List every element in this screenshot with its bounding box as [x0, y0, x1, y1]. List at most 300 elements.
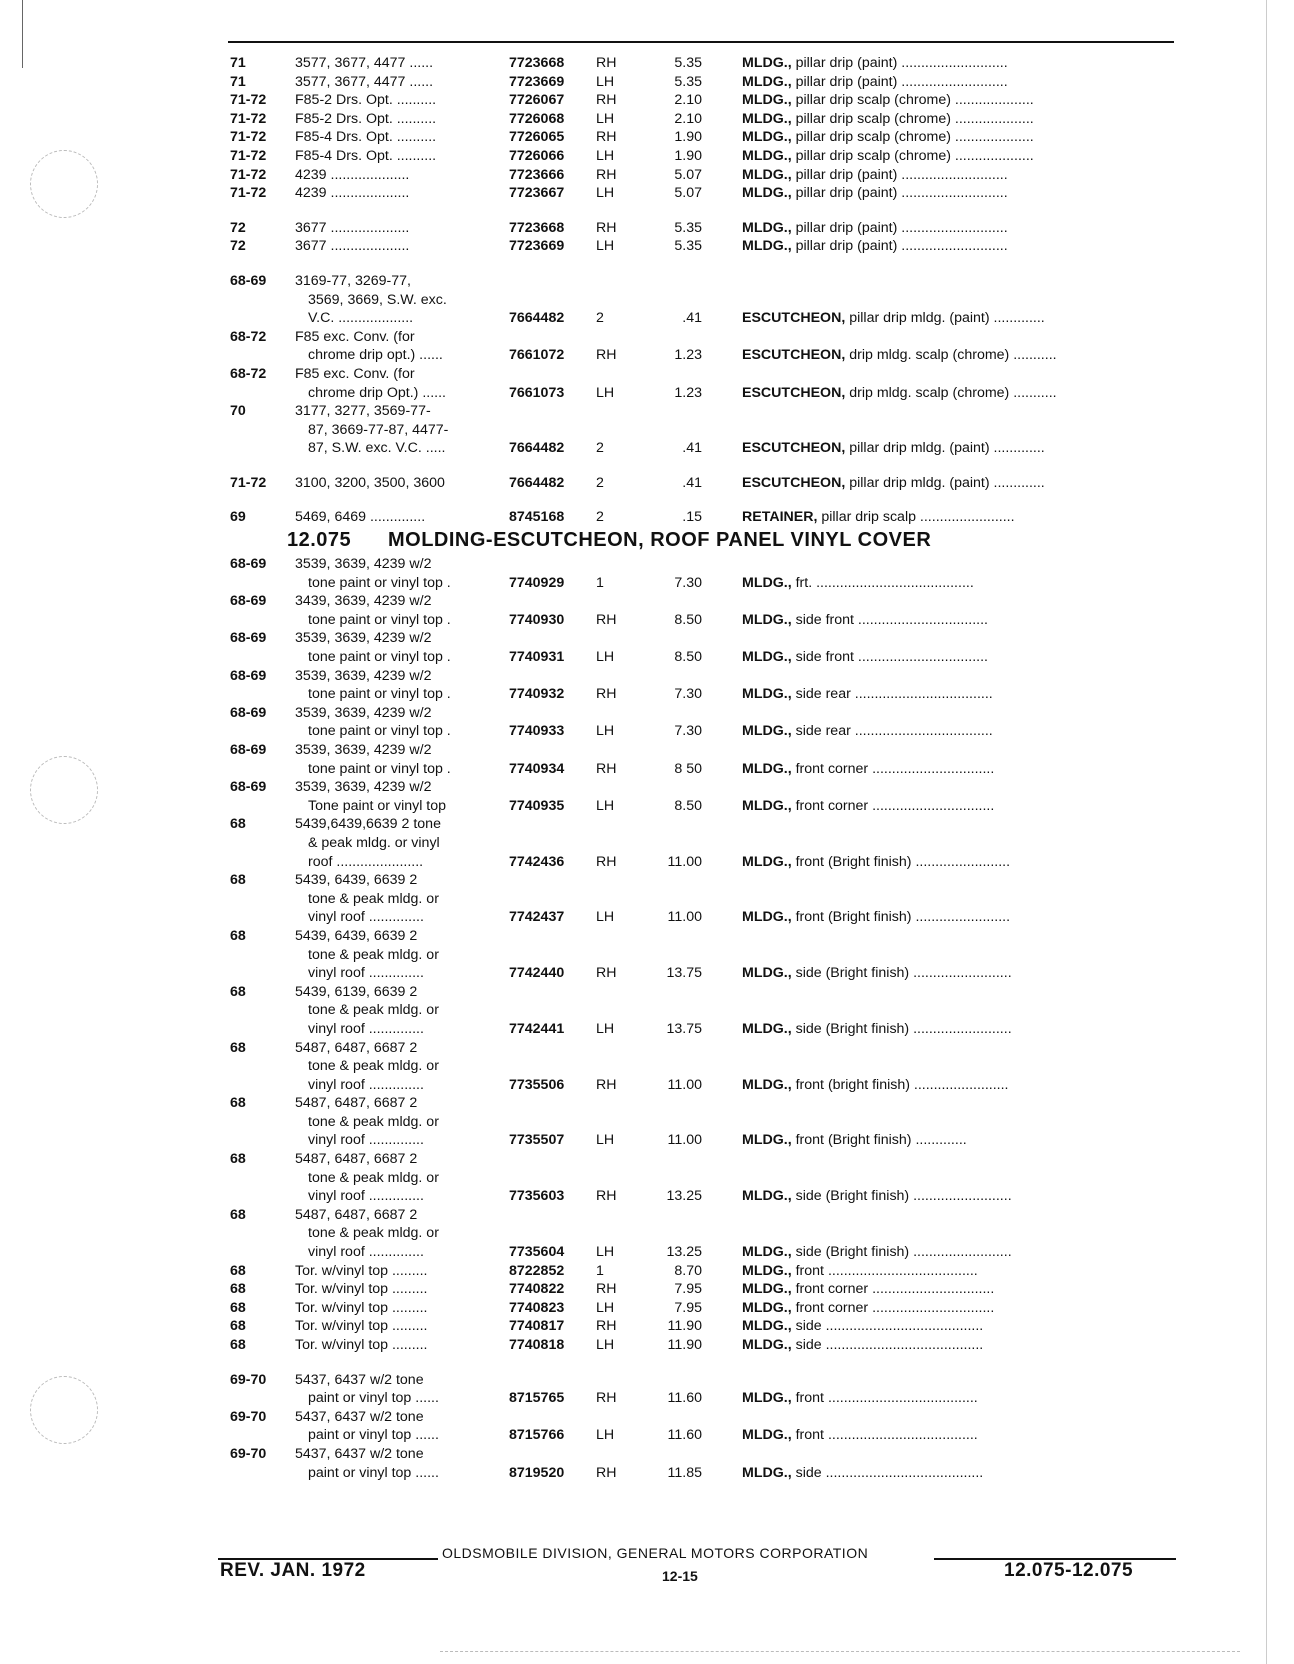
model-year: 71-72 [230, 129, 267, 146]
part-number: 8745168 [509, 509, 565, 526]
part-row [0, 1187, 1294, 1206]
model-year: 72 [230, 238, 246, 255]
model-year: 68 [230, 1151, 246, 1168]
model-application: 3100, 3200, 3500, 3600 [295, 474, 445, 491]
part-row [0, 853, 1294, 872]
part-row [0, 1076, 1294, 1095]
part-name: MLDG., [742, 686, 792, 703]
top-rule [228, 41, 1174, 43]
model-application: vinyl roof .............. [308, 1188, 424, 1205]
model-application: V.C. ................... [308, 310, 414, 327]
price: 5.35 [674, 73, 702, 90]
price: 13.25 [666, 1244, 702, 1261]
part-detail: pillar drip (paint) ........................... [795, 73, 1008, 90]
model-year: 68 [230, 1299, 246, 1316]
part-name: MLDG., [742, 1262, 792, 1279]
part-number: 7742436 [509, 853, 565, 870]
part-number: 7742441 [509, 1020, 565, 1037]
part-detail: pillar drip (paint) ........................... [795, 55, 1008, 71]
part-name: MLDG., [742, 1132, 792, 1149]
model-application: vinyl roof .............. [308, 909, 424, 926]
part-detail: drip mldg. scalp (chrome) ........... [849, 347, 1057, 364]
model-application: & peak mldg. or vinyl [308, 834, 440, 851]
part-description [742, 574, 974, 593]
part-description [742, 147, 1034, 166]
section-title: MOLDING-ESCUTCHEON, ROOF PANEL VINYL COVER [388, 529, 932, 552]
price: 7.30 [674, 686, 702, 703]
part-number: 8722852 [509, 1262, 565, 1279]
model-year: 69 [230, 509, 246, 526]
part-description [742, 439, 1045, 458]
model-year: 71-72 [230, 110, 267, 127]
quantity: RH [596, 55, 617, 71]
part-number: 8715766 [509, 1427, 565, 1444]
quantity: RH [596, 686, 617, 703]
model-application: Tor. w/vinyl top ......... [295, 1281, 428, 1298]
part-name: MLDG., [742, 965, 792, 982]
part-row [0, 815, 1294, 834]
model-application: Tor. w/vinyl top ......... [295, 1337, 428, 1353]
part-row [0, 219, 1294, 238]
model-year: 69-70 [230, 1445, 267, 1462]
model-application: F85-2 Drs. Opt. .......... [295, 110, 437, 127]
price: 7.95 [674, 1281, 702, 1298]
part-name: MLDG., [742, 238, 792, 255]
part-row [0, 834, 1294, 853]
part-number: 7723669 [509, 73, 565, 90]
quantity: LH [596, 909, 615, 926]
model-application: 5439, 6439, 6639 2 [295, 927, 418, 944]
model-application: tone & peak mldg. or [308, 1225, 439, 1242]
model-application: paint or vinyl top ...... [308, 1464, 439, 1481]
quantity: RH [596, 853, 617, 870]
part-row [0, 1336, 1294, 1355]
part-row [0, 1389, 1294, 1408]
model-application: 87, 3669-77-87, 4477- [308, 421, 449, 438]
part-number: 7723667 [509, 185, 565, 202]
part-row [0, 592, 1294, 611]
quantity: LH [596, 1132, 615, 1149]
part-description [742, 128, 1034, 147]
model-application: 3677 .................... [295, 219, 410, 236]
part-name: MLDG., [742, 1464, 792, 1481]
part-number: 7723666 [509, 166, 565, 183]
part-description [742, 1389, 978, 1408]
model-application: tone & peak mldg. or [308, 1002, 439, 1019]
part-detail: front ...................................... [795, 1390, 978, 1407]
part-description [742, 384, 1057, 403]
model-application: tone paint or vinyl top . [308, 686, 451, 703]
part-row [0, 1464, 1294, 1483]
row-spacer [0, 492, 1294, 508]
part-row [0, 91, 1294, 110]
price: 8.50 [674, 797, 702, 814]
part-detail: pillar drip mldg. (paint) ............. [849, 474, 1045, 491]
part-detail: pillar drip (paint) ........................... [795, 166, 1008, 183]
model-year: 68 [230, 872, 246, 889]
part-description [742, 1262, 978, 1281]
part-row [0, 402, 1294, 421]
part-row [0, 1057, 1294, 1076]
price: 11.00 [667, 1132, 702, 1149]
quantity: 2 [596, 474, 604, 491]
part-row [0, 722, 1294, 741]
quantity: LH [596, 73, 615, 90]
model-year: 68-69 [230, 630, 267, 647]
model-application: F85 exc. Conv. (for [295, 365, 415, 382]
price: 7.30 [674, 574, 702, 591]
quantity: LH [596, 649, 615, 666]
model-year: 68-72 [230, 365, 267, 382]
quantity: 1 [596, 574, 604, 591]
model-application: tone & peak mldg. or [308, 1058, 439, 1075]
part-number: 7742437 [509, 909, 565, 926]
model-application: 5487, 6487, 6687 2 [295, 1206, 418, 1223]
quantity: RH [596, 347, 617, 364]
model-application: vinyl roof .............. [308, 1244, 424, 1261]
model-year: 69-70 [230, 1371, 267, 1388]
quantity: 2 [596, 440, 604, 457]
part-number: 7740932 [509, 686, 565, 703]
price: .41 [682, 440, 702, 457]
quantity: RH [596, 166, 617, 183]
part-name: ESCUTCHEON, [742, 474, 846, 491]
part-row [0, 1150, 1294, 1169]
part-name: MLDG., [742, 723, 792, 740]
model-application: tone & peak mldg. or [308, 1169, 439, 1186]
model-application: chrome drip opt.) ...... [308, 347, 443, 364]
price: .41 [682, 474, 702, 491]
model-application: F85-2 Drs. Opt. .......... [295, 92, 437, 109]
section-heading [0, 527, 1294, 555]
part-description [742, 685, 993, 704]
row-spacer [0, 458, 1294, 474]
part-description [742, 797, 994, 816]
price: 5.07 [674, 185, 702, 202]
part-row [0, 365, 1294, 384]
part-number: 7735604 [509, 1244, 565, 1261]
part-number: 7726066 [509, 147, 565, 164]
part-description [742, 1280, 994, 1299]
part-detail: side front ................................. [795, 611, 988, 628]
model-year: 72 [230, 219, 246, 236]
part-row [0, 1262, 1294, 1281]
part-detail: pillar drip scalp (chrome) .................... [795, 129, 1034, 146]
revision-date: REV. JAN. 1972 [220, 1560, 366, 1581]
price: 2.10 [674, 110, 702, 127]
part-row [0, 983, 1294, 1002]
part-number: 7740817 [509, 1318, 565, 1335]
price: 11.00 [667, 853, 702, 870]
quantity: RH [596, 611, 617, 628]
model-application: 5487, 6487, 6687 2 [295, 1151, 418, 1168]
part-name: ESCUTCHEON, [742, 440, 846, 457]
price: 11.60 [667, 1390, 702, 1407]
model-year: 70 [230, 403, 246, 420]
part-detail: pillar drip (paint) ........................... [795, 185, 1008, 202]
part-description [742, 346, 1057, 365]
part-number: 7726067 [509, 92, 565, 109]
quantity: RH [596, 92, 617, 109]
part-detail: pillar drip (paint) ........................... [795, 219, 1008, 236]
part-row [0, 128, 1294, 147]
part-row [0, 1280, 1294, 1299]
model-year: 68 [230, 1281, 246, 1298]
part-row [0, 890, 1294, 909]
quantity: RH [596, 760, 617, 777]
part-row [0, 741, 1294, 760]
part-row [0, 908, 1294, 927]
model-application: 3539, 3639, 4239 w/2 [295, 742, 432, 758]
part-description [742, 91, 1034, 110]
row-spacer [0, 203, 1294, 219]
price: 8.70 [674, 1262, 702, 1279]
part-name: MLDG., [742, 110, 792, 127]
part-number: 7723669 [509, 238, 565, 255]
model-year: 71 [230, 55, 246, 71]
part-detail: pillar drip mldg. (paint) ............. [849, 310, 1045, 327]
part-name: MLDG., [742, 611, 792, 628]
part-number: 7735603 [509, 1188, 565, 1205]
model-application: Tor. w/vinyl top ......... [295, 1318, 428, 1335]
part-row [0, 778, 1294, 797]
part-name: MLDG., [742, 55, 792, 71]
part-description [742, 1464, 983, 1483]
quantity: RH [596, 1318, 617, 1335]
part-name: MLDG., [742, 1318, 792, 1335]
part-number: 7664482 [509, 474, 565, 491]
part-name: MLDG., [742, 1281, 792, 1298]
part-row [0, 237, 1294, 256]
part-description [742, 611, 988, 630]
part-name: RETAINER, [742, 509, 818, 526]
part-row [0, 328, 1294, 347]
model-application: 3539, 3639, 4239 w/2 [295, 630, 432, 647]
part-number: 7726068 [509, 110, 565, 127]
part-number: 7723668 [509, 219, 565, 236]
part-row [0, 184, 1294, 203]
model-year: 68 [230, 1318, 246, 1335]
part-detail: pillar drip scalp (chrome) .................... [795, 147, 1034, 164]
part-row [0, 1020, 1294, 1039]
model-year: 68 [230, 1206, 246, 1223]
part-row [0, 1131, 1294, 1150]
part-row [0, 384, 1294, 403]
part-detail: front (Bright finish) ........................ [795, 909, 1011, 926]
model-application: Tor. w/vinyl top ......... [295, 1299, 428, 1316]
quantity: LH [596, 1427, 615, 1444]
model-application: chrome drip Opt.) ...... [308, 384, 446, 401]
price: 13.25 [666, 1188, 702, 1205]
part-detail: drip mldg. scalp (chrome) ........... [849, 384, 1057, 401]
model-application: 3177, 3277, 3569-77- [295, 403, 431, 420]
part-detail: front corner ............................... [795, 1281, 995, 1298]
price: 11.85 [667, 1464, 702, 1481]
part-description [742, 474, 1045, 493]
page-number: 12-15 [662, 1568, 698, 1584]
part-row [0, 147, 1294, 166]
part-description [742, 1131, 967, 1150]
model-application: 3577, 3677, 4477 ...... [295, 73, 434, 90]
model-application: 4239 .................... [295, 185, 410, 202]
model-application: 5437, 6437 w/2 tone [295, 1371, 424, 1388]
model-year: 68 [230, 1337, 246, 1353]
part-row [0, 439, 1294, 458]
model-year: 68-69 [230, 779, 267, 796]
part-row [0, 685, 1294, 704]
part-description [742, 1336, 983, 1355]
parts-list [0, 54, 1294, 1482]
model-application: 5437, 6437 w/2 tone [295, 1445, 424, 1462]
model-application: 5437, 6437 w/2 tone [295, 1408, 424, 1425]
price: .15 [682, 509, 702, 526]
part-row [0, 1039, 1294, 1058]
model-application: tone paint or vinyl top . [308, 649, 451, 666]
part-number: 8719520 [509, 1464, 565, 1481]
part-detail: side (Bright finish) ......................... [795, 1244, 1012, 1261]
model-application: vinyl roof .............. [308, 965, 424, 982]
part-description [742, 1426, 978, 1445]
model-year: 71-72 [230, 185, 267, 202]
quantity: RH [596, 1390, 617, 1407]
model-year: 68 [230, 983, 246, 1000]
model-year: 71-72 [230, 474, 267, 491]
model-application: tone & peak mldg. or [308, 890, 439, 907]
part-row [0, 272, 1294, 291]
part-name: MLDG., [742, 1427, 792, 1444]
part-name: MLDG., [742, 1188, 792, 1205]
model-application: 3539, 3639, 4239 w/2 [295, 556, 432, 573]
part-number: 7735507 [509, 1132, 565, 1149]
model-application: 5487, 6487, 6687 2 [295, 1095, 418, 1112]
price: 1.23 [674, 384, 702, 401]
part-description [742, 722, 993, 741]
model-application: 5439,6439,6639 2 tone [295, 816, 441, 833]
section-number: 12.075 [287, 529, 352, 552]
part-description [742, 648, 988, 667]
part-detail: side (Bright finish) ......................... [795, 1020, 1012, 1037]
quantity: LH [596, 797, 615, 814]
part-row [0, 421, 1294, 440]
part-number: 7723668 [509, 55, 565, 71]
model-year: 68 [230, 927, 246, 944]
quantity: RH [596, 219, 617, 236]
part-row [0, 291, 1294, 310]
price: .41 [682, 310, 702, 327]
part-number: 7740933 [509, 723, 565, 740]
part-name: MLDG., [742, 1020, 792, 1037]
model-application: Tone paint or vinyl top [308, 797, 447, 814]
part-row [0, 648, 1294, 667]
part-name: MLDG., [742, 1337, 792, 1353]
price: 5.35 [674, 55, 702, 71]
part-row [0, 1371, 1294, 1390]
part-row [0, 760, 1294, 779]
part-name: MLDG., [742, 185, 792, 202]
model-application: 3169-77, 3269-77, [295, 272, 411, 289]
part-row [0, 629, 1294, 648]
part-row [0, 927, 1294, 946]
price: 1.23 [674, 347, 702, 364]
model-year: 68 [230, 1095, 246, 1112]
quantity: RH [596, 1281, 617, 1298]
part-detail: pillar drip scalp ........................ [821, 509, 1015, 526]
part-name: MLDG., [742, 219, 792, 236]
part-detail: front (Bright finish) ........................ [795, 853, 1011, 870]
part-row [0, 166, 1294, 185]
part-detail: frt. ........................................ [795, 574, 974, 591]
row-spacer [0, 1355, 1294, 1371]
part-name: MLDG., [742, 73, 792, 90]
model-application: tone paint or vinyl top . [308, 574, 451, 591]
part-description [742, 508, 1015, 527]
part-description [742, 964, 1012, 983]
quantity: LH [596, 1020, 615, 1037]
part-detail: side ........................................ [795, 1337, 984, 1353]
part-number: 7740818 [509, 1337, 565, 1353]
quantity: LH [596, 1299, 615, 1316]
model-application: vinyl roof .............. [308, 1076, 424, 1093]
price: 8.50 [674, 649, 702, 666]
quantity: LH [596, 1244, 615, 1261]
part-row [0, 946, 1294, 965]
part-number: 7740822 [509, 1281, 565, 1298]
price: 5.07 [674, 166, 702, 183]
price: 1.90 [674, 129, 702, 146]
model-year: 68 [230, 816, 246, 833]
part-name: MLDG., [742, 1076, 792, 1093]
part-row [0, 667, 1294, 686]
model-application: paint or vinyl top ...... [308, 1427, 439, 1444]
model-year: 68-72 [230, 328, 267, 345]
model-year: 68 [230, 1262, 246, 1279]
model-application: tone paint or vinyl top . [308, 611, 451, 628]
model-year: 68-69 [230, 272, 267, 289]
part-detail: front corner ............................... [795, 1299, 995, 1316]
part-description [742, 1187, 1012, 1206]
model-application: 3539, 3639, 4239 w/2 [295, 667, 432, 684]
part-row [0, 346, 1294, 365]
model-year: 68-69 [230, 593, 267, 610]
part-row [0, 1299, 1294, 1318]
part-description [742, 219, 1008, 238]
part-name: MLDG., [742, 147, 792, 164]
part-number: 7661073 [509, 384, 565, 401]
model-year: 71-72 [230, 92, 267, 109]
model-year: 68-69 [230, 556, 267, 573]
price: 8 50 [674, 760, 702, 777]
part-number: 7735506 [509, 1076, 565, 1093]
price: 11.00 [667, 909, 702, 926]
part-description [742, 1076, 1008, 1095]
part-description [742, 110, 1034, 129]
model-application: tone paint or vinyl top . [308, 723, 451, 740]
part-row [0, 309, 1294, 328]
part-number: 7664482 [509, 310, 565, 327]
model-application: tone & peak mldg. or [308, 1113, 439, 1130]
model-application: F85-4 Drs. Opt. .......... [295, 129, 437, 146]
part-description [742, 309, 1045, 328]
part-row [0, 1113, 1294, 1132]
price: 7.95 [674, 1299, 702, 1316]
model-application: 3577, 3677, 4477 ...... [295, 55, 434, 71]
price: 11.60 [667, 1427, 702, 1444]
model-year: 68-69 [230, 742, 267, 758]
part-name: MLDG., [742, 1390, 792, 1407]
part-row [0, 1243, 1294, 1262]
quantity: RH [596, 1464, 617, 1481]
quantity: RH [596, 129, 617, 146]
